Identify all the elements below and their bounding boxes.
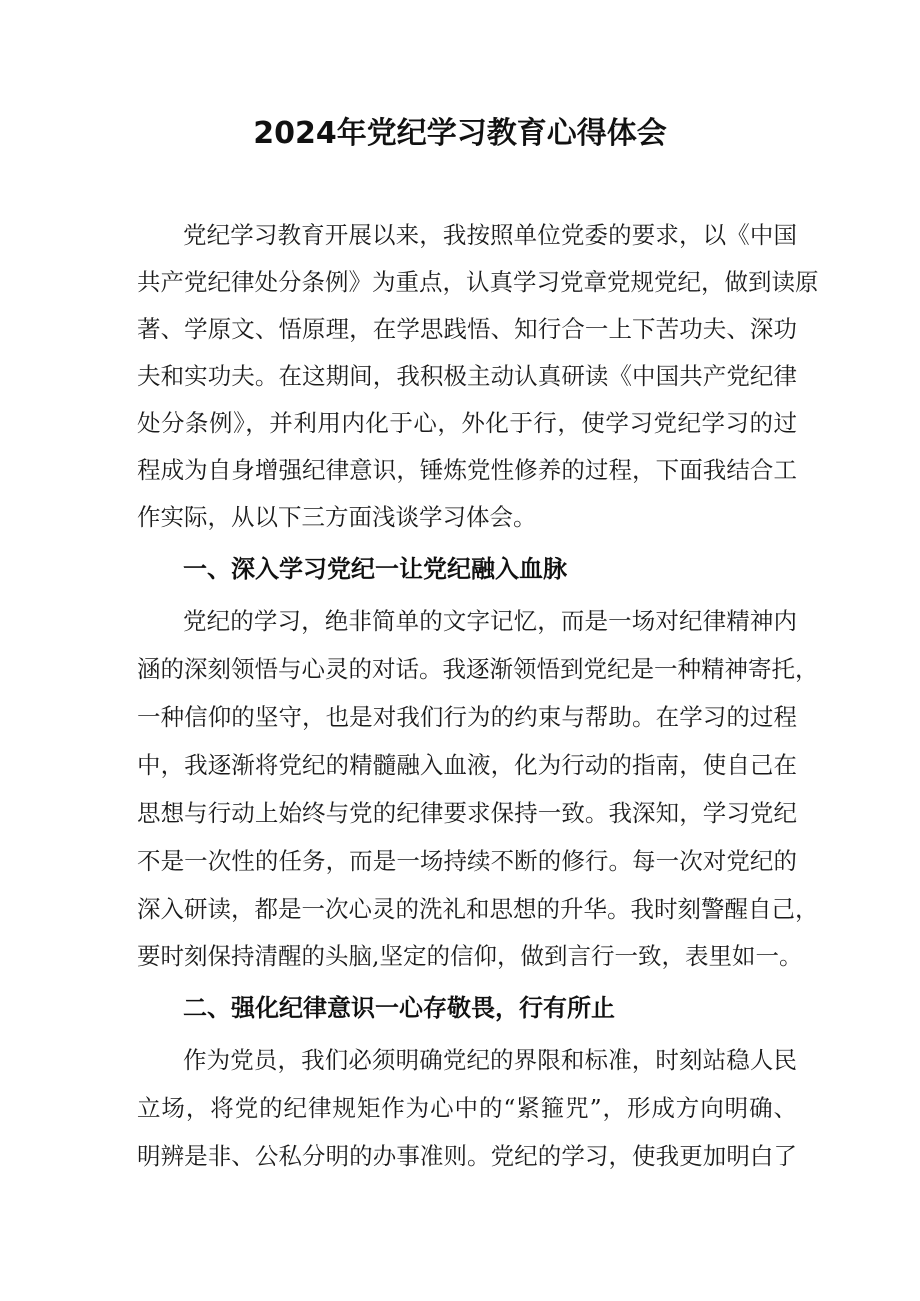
section-heading-2: 二、强化纪律意识一心存敬畏，行有所止 (183, 994, 615, 1022)
section-heading-1: 一、深入学习党纪一让党纪融入血脉 (183, 555, 567, 583)
intro-line: 处分条例》，并利用内化于心，外化于行，使学习党纪学习的过 (137, 409, 797, 437)
section2-line: 作为党员，我们必须明确党纪的界限和标准，时刻站稳人民 (183, 1046, 797, 1074)
intro-line: 作实际，从以下三方面浅谈学习体会。 (137, 503, 537, 531)
document-title: 2024年党纪学习教育心得体会 (253, 116, 667, 151)
section1-line: 党纪的学习，绝非简单的文字记忆，而是一场对纪律精神内 (183, 607, 797, 635)
section1-line: 一种信仰的坚守，也是对我们行为的约束与帮助。在学习的过程 (137, 703, 797, 731)
intro-line: 著、学原文、悟原理，在学思践悟、知行合一上下苦功夫、深功 (137, 315, 797, 343)
section2-line: 明辨是非、公私分明的办事准则。党纪的学习，使我更加明白了 (137, 1142, 797, 1170)
section1-line: 中，我逐渐将党纪的精髓融入血液，化为行动的指南，使自己在 (137, 751, 797, 779)
section1-line: 要时刻保持清醒的头脑,坚定的信仰，做到言行一致，表里如一。 (137, 942, 803, 970)
section2-line: 立场，将党的纪律规矩作为心中的“紧箍咒”，形成方向明确、 (137, 1094, 797, 1122)
intro-line: 程成为自身增强纪律意识，锤炼党性修养的过程，下面我结合工 (137, 456, 797, 484)
intro-line: 夫和实功夫。在这期间，我积极主动认真研读《中国共产党纪律 (137, 362, 797, 390)
intro-line: 党纪学习教育开展以来，我按照单位党委的要求，以《中国 (183, 221, 797, 249)
section1-line: 思想与行动上始终与党的纪律要求保持一致。我深知，学习党纪 (137, 799, 797, 827)
section1-line: 涵的深刻领悟与心灵的对话。我逐渐领悟到党纪是一种精神寄托， (137, 655, 819, 683)
section1-line: 深入研读，都是一次心灵的洗礼和思想的升华。我时刻警醒自己， (137, 895, 819, 923)
section1-line: 不是一次性的任务，而是一场持续不断的修行。每一次对党纪的 (137, 847, 797, 875)
intro-line: 共产党纪律处分条例》为重点，认真学习党章党规党纪，做到读原 (137, 268, 819, 296)
